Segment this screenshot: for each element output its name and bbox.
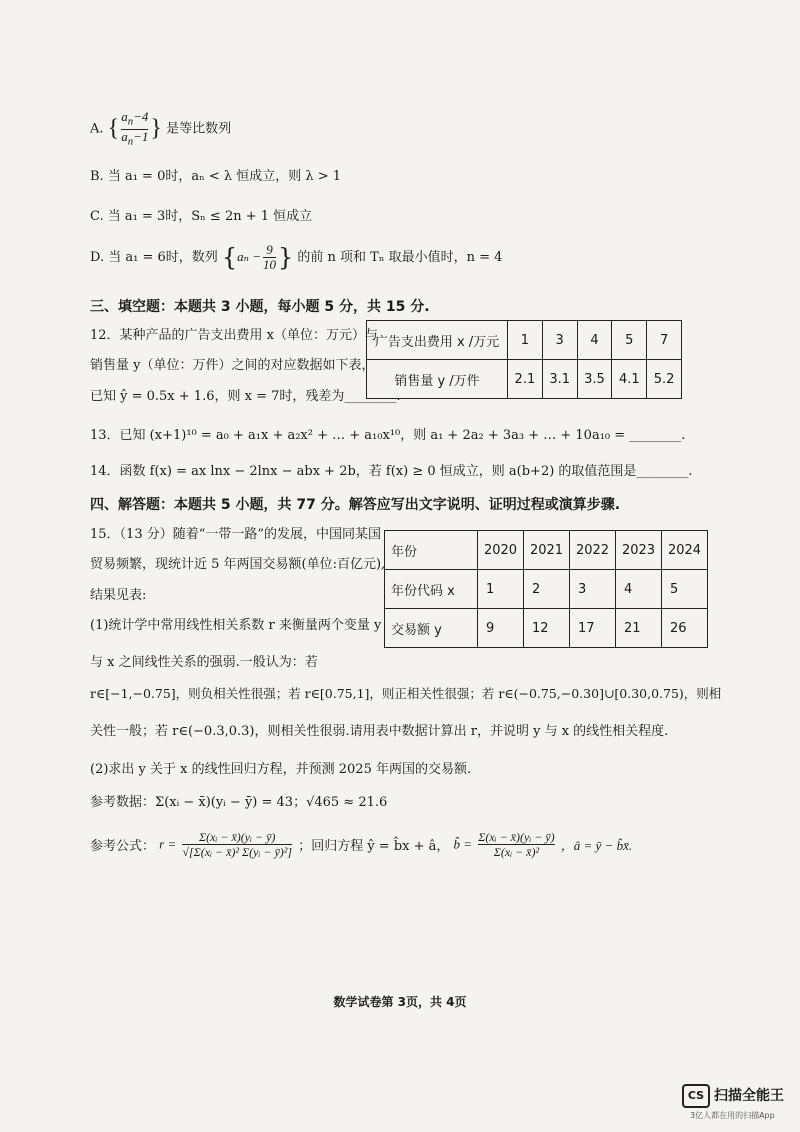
- q15-table: [384, 530, 708, 648]
- q12-x-cell: 4: [577, 321, 612, 360]
- q13: 13．已知 (x+1)¹⁰ = a₀ + a₁x + a₂x² + … + a₁₀x¹⁰，则 a₁ + 2a₂ + 3a₃ + … + 10a₁₀ = ________.: [90, 428, 686, 443]
- q15-year-cell: 2020: [478, 531, 524, 570]
- q12-header-x: 广告支出费用 x /万元: [367, 321, 508, 360]
- option-a-fraction: $\frac{a_n-4}{a_n-1}$: [121, 109, 149, 148]
- q15-code-cell: 1: [478, 570, 524, 609]
- section-3-heading: 三、填空题：本题共 3 小题，每小题 5 分，共 15 分.: [90, 299, 430, 315]
- q15-header-amount: 交易额 y: [385, 609, 478, 648]
- q15-ref-data: 参考数据：Σ(xᵢ − x̄)(yᵢ − ȳ) = 43；√465 ≈ 21.6: [90, 795, 388, 810]
- logo-tagline: 3亿人都在用的扫描App: [690, 1111, 775, 1120]
- option-d-term: aₙ −: [237, 249, 261, 264]
- q15-amount-cell: 9: [478, 609, 524, 648]
- cs-logo-icon: CS: [682, 1084, 710, 1108]
- r-numerator: Σ(xᵢ − x̄)(yᵢ − ȳ): [182, 830, 292, 845]
- b-fraction: [478, 830, 554, 859]
- q12-y-cell: 3.5: [577, 360, 612, 399]
- q12-x-cell: 5: [612, 321, 647, 360]
- r-eq: r =: [159, 836, 177, 852]
- q15-line8: (2)求出 y 关于 x 的线性回归方程，并预测 2025 年两国的交易额.: [90, 762, 472, 777]
- q14: 14．函数 f(x) = ax lnx − 2lnx − abx + 2b，若 f(x) ≥ 0 恒成立，则 a(b+2) 的取值范围是________.: [90, 464, 693, 479]
- b-eq: b̂ =: [453, 836, 473, 852]
- q15-line4: (1)统计学中常用线性相关系数 r 来衡量两个变量 y: [90, 618, 382, 633]
- q15-year-cell: 2023: [616, 531, 662, 570]
- q12-header-y: 销售量 y /万件: [367, 360, 508, 399]
- q12-y-cell: 4.1: [612, 360, 647, 399]
- option-b: B. 当 a₁ = 0时，aₙ < λ 恒成立，则 λ > 1: [90, 169, 342, 184]
- reg-equation: ；回归方程 ŷ = b̂x + â，: [298, 839, 450, 854]
- q15-amount-cell: 26: [662, 609, 708, 648]
- r-denominator: √[Σ(xᵢ − x̄)² Σ(yᵢ − ȳ)²]: [182, 845, 293, 859]
- q12-y-cell: 3.1: [542, 360, 577, 399]
- q15-code-cell: 5: [662, 570, 708, 609]
- q12-y-cell: 5.2: [647, 360, 682, 399]
- logo-name: 扫描全能王: [714, 1088, 784, 1104]
- q15-amount-cell: 21: [616, 609, 662, 648]
- option-c: C. 当 a₁ = 3时，Sₙ ≤ 2n + 1 恒成立: [90, 209, 313, 224]
- q15-amount-cell: 12: [524, 609, 570, 648]
- option-d: D. 当 a₁ = 6时，数列 {aₙ − $\frac{9}{10}$ } 的前 n 项和 Tₙ 取最小值时，n = 4: [90, 242, 503, 272]
- section-4-heading: 四、解答题：本题共 5 小题，共 77 分。解答应写出文字说明、证明过程或演算步骤.: [90, 497, 621, 513]
- option-d-prefix: D. 当 a₁ = 6时，数列: [90, 250, 218, 265]
- q15-line1: 15．（13 分）随着“一带一路”的发展，中国同某国: [90, 527, 382, 542]
- b-numerator: Σ(xᵢ − x̄)(yᵢ − ȳ): [478, 830, 555, 844]
- q15-line3: 结果见表:: [90, 588, 147, 603]
- q15-year-cell: 2022: [570, 531, 616, 570]
- q15-year-cell: 2021: [524, 531, 570, 570]
- q15-line2: 贸易频繁，现统计近 5 年两国交易额(单位:百亿元),: [90, 557, 386, 572]
- option-d-suffix: 的前 n 项和 Tₙ 取最小值时，n = 4: [297, 250, 503, 265]
- q12-line1: 12．某种产品的广告支出费用 x（单位：万元）与: [90, 328, 379, 343]
- q15-year-cell: 2024: [662, 531, 708, 570]
- q15-line7: 关性一般；若 r∈(−0.3,0.3)，则相关性很弱.请用表中数据计算出 r，并说明 y 与 x 的线性相关程度.: [90, 724, 669, 739]
- a-eq: ，â = ȳ − b̂x̄.: [560, 838, 633, 853]
- ref-formula-label: 参考公式：: [90, 839, 156, 854]
- q15-code-cell: 4: [616, 570, 662, 609]
- camscanner-logo: [682, 1082, 794, 1128]
- q15-code-cell: 3: [570, 570, 616, 609]
- q15-ref-formula: [90, 830, 632, 859]
- q12-x-cell: 1: [508, 321, 543, 360]
- q15-amount-cell: 17: [570, 609, 616, 648]
- q15-line6: r∈[−1,−0.75]，则负相关性很强；若 r∈[0.75,1]，则正相关性很强；若 r∈(−0.75,−0.30]∪[0.30,0.75)，则相: [90, 686, 722, 701]
- q12-table: [366, 320, 682, 399]
- q12-x-cell: 7: [647, 321, 682, 360]
- q15-code-cell: 2: [524, 570, 570, 609]
- r-fraction: [182, 830, 292, 859]
- option-a-text: 是等比数列: [166, 121, 232, 137]
- q12-line2: 销售量 y（单位：万件）之间的对应数据如下表，: [90, 358, 375, 373]
- option-a-label: A.: [90, 121, 104, 137]
- q15-header-year: 年份: [385, 531, 478, 570]
- b-denominator: Σ(xᵢ − x̄)²: [493, 845, 540, 859]
- q15-header-code: 年份代码 x: [385, 570, 478, 609]
- page-footer: 数学试卷第 3页，共 4页: [333, 995, 467, 1009]
- q12-y-cell: 2.1: [508, 360, 543, 399]
- option-a: A. { $\frac{a_n-4}{a_n-1}$ } 是等比数列: [90, 109, 232, 148]
- q12-x-cell: 3: [542, 321, 577, 360]
- q15-line5: 与 x 之间线性关系的强弱.一般认为：若: [90, 655, 318, 670]
- q12-line3: 已知 ŷ = 0.5x + 1.6，则 x = 7时，残差为________.: [90, 389, 401, 404]
- option-d-fraction: $\frac{9}{10}$: [262, 242, 276, 272]
